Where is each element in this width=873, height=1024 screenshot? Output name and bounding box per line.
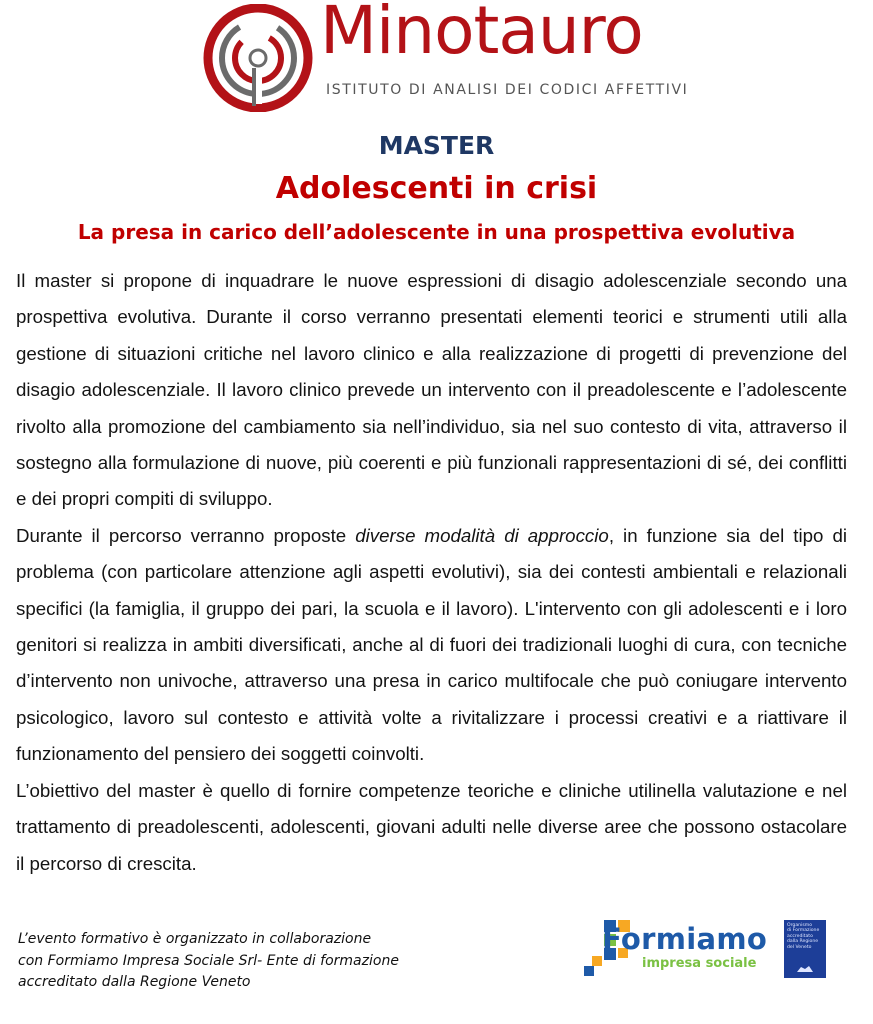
paragraph-approach xyxy=(16,518,847,773)
formiamo-subtitle: impresa sociale xyxy=(642,956,757,971)
logo-name: Minotauro xyxy=(320,0,643,69)
accred-line: dalla Regione xyxy=(787,939,819,945)
regione-veneto-badge xyxy=(784,920,826,978)
minotauro-logo xyxy=(198,0,689,112)
label-master: MASTER xyxy=(378,131,495,160)
logo-subtitle: ISTITUTO DI ANALISI DEI CODICI AFFETTIVI xyxy=(326,82,689,98)
paragraph-approach-end: , in funzione sia del tipo di problema (con particolare attenzione agli aspetti evolutivi), sia dei contesti ambientali e relazionali specifici (la famiglia, il gruppo dei pari, la scuola e il lavoro). L'intervento con gli adolescenti e i loro genitori si realizza in ambiti diversificati, anche al di fuori dei tradizionali luoghi di cura, con tecniche d’intervento non univoche, attraverso una presa in carico multifocale che può coniugare intervento psicologico, lavoro sul contesto e attività volte a rivitalizzare i processi creativi e a riattivare il funzionamento del pensiero dei soggetti coinvolti. xyxy=(16,524,847,765)
paragraph-approach-start: Durante il percorso verranno proposte xyxy=(16,524,356,546)
footer-note-line: accreditato dalla Regione Veneto xyxy=(18,974,251,990)
footer-note-line: con Formiamo Impresa Sociale Srl- Ente di formazione xyxy=(18,952,399,969)
accred-line: del Veneto xyxy=(787,944,812,950)
page-subtitle: La presa in carico dell’adolescente in una prospettiva evolutiva xyxy=(77,220,796,244)
formiamo-logo xyxy=(582,918,768,980)
page-title: Adolescenti in crisi xyxy=(275,171,598,206)
accred-line: accreditato xyxy=(787,933,813,939)
lion-icon xyxy=(795,964,815,974)
paragraph-approach-emphasis: diverse modalità di approccio xyxy=(355,524,609,546)
accred-line: Organismo xyxy=(787,923,813,928)
paragraph-objective: L’obiettivo del master è quello di fornire competenze teoriche e cliniche utilinella valutazione e nel trattamento di preadolescenti, adolescenti, giovani adulti nelle diverse aree che possono ostacolare il percorso di crescita. xyxy=(16,779,847,874)
footer-note-line: L’evento formativo è organizzato in collaborazione xyxy=(18,931,372,947)
minotauro-emblem-icon xyxy=(198,4,318,112)
footer-note xyxy=(18,929,448,994)
paragraph-intro: Il master si propone di inquadrare le nuove espressioni di disagio adolescenziale secondo una prospettiva evolutiva. Durante il corso verranno presentati elementi teorici e strumenti utili alla gestione di situazioni critiche nel lavoro clinico e alla realizzazione di progetti di prevenzione del disagio adolescenziale. Il lavoro clinico prevede un intervento con il preadolescente e l’adolescente rivolto alla promozione del cambiamento sia nell’individuo, sia nel suo contesto di vita, attraverso il sostegno alla formulazione di nuove, più coerenti e più funzionali rappresentazioni di sé, dei conflitti e dei propri compiti di sviluppo. xyxy=(16,270,847,510)
accred-line: di Formazione xyxy=(787,928,820,934)
formiamo-name: Formiamo xyxy=(602,922,768,956)
body-text xyxy=(16,263,847,882)
